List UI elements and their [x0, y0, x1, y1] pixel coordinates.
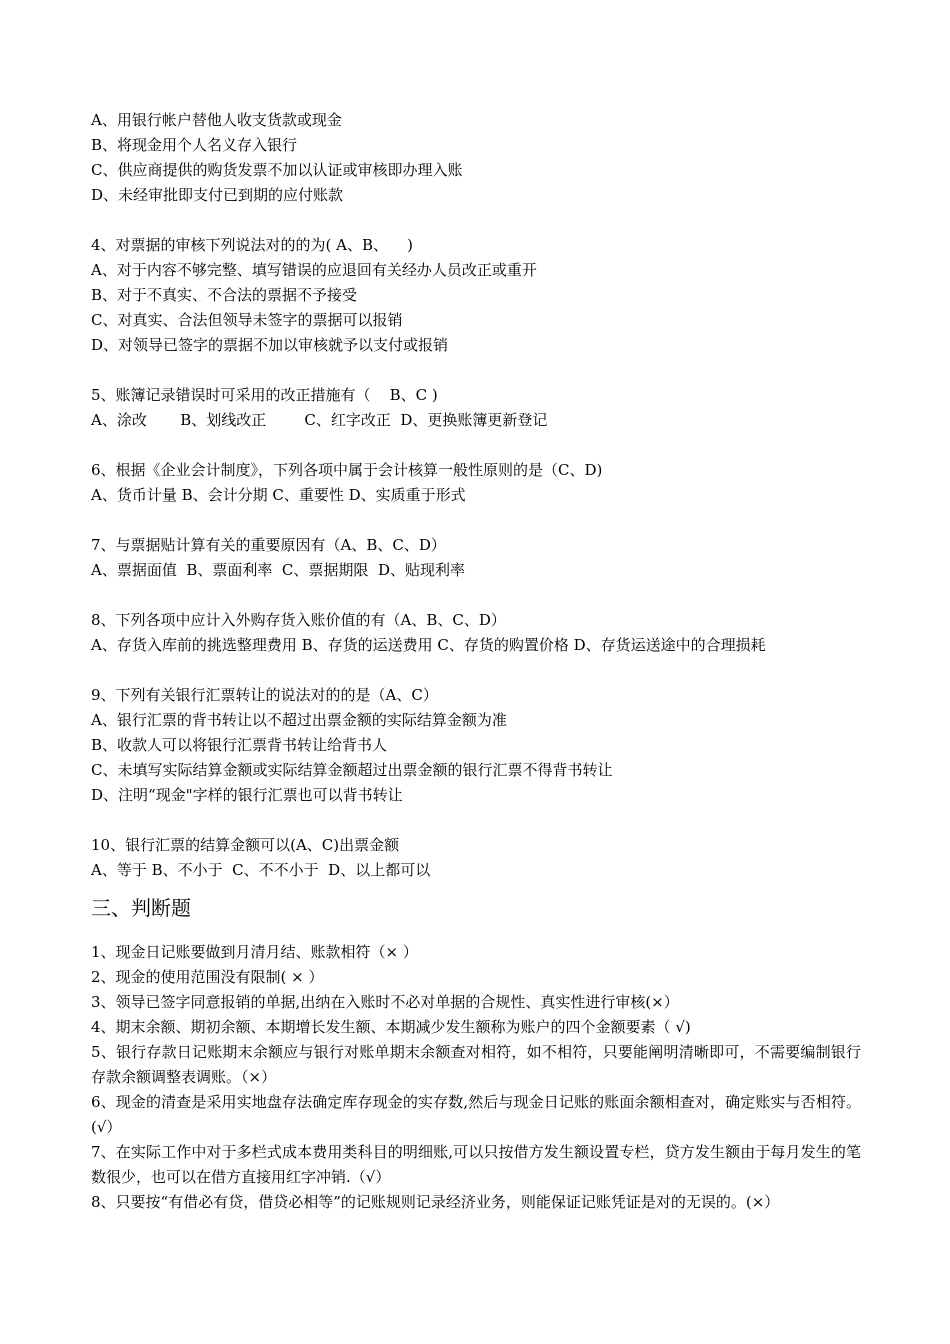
judgment-item: 7、在实际工作中对于多栏式成本费用类科目的明细账,可以只按借方发生额设置专栏，贷方发生额由于每月发生的笔数很少，也可以在借方直接用红字冲销.（√） — [91, 1143, 861, 1186]
option-d: D、注明“现金"字样的银行汇票也可以背书转让 — [91, 786, 403, 804]
judgment-item: 2、现金的使用范围没有限制( × ） — [91, 968, 324, 986]
question-text: 8、下列各项中应计入外购存货入账价值的有（A、B、C、D） — [91, 611, 506, 629]
question-7 — [91, 533, 861, 583]
spacer — [91, 808, 861, 833]
question-4 — [91, 233, 861, 358]
option-a: A、对于内容不够完整、填写错误的应退回有关经办人员改正或重开 — [91, 261, 537, 279]
spacer — [91, 583, 861, 608]
question-9 — [91, 683, 861, 808]
option-c: C、供应商提供的购货发票不加以认证或审核即办理入账 — [91, 161, 463, 179]
options-line: A、涂改 B、划线改正 C、红字改正 D、更换账簿更新登记 — [91, 411, 548, 429]
options-line: A、票据面值 B、票面利率 C、票据期限 D、贴现利率 — [91, 561, 465, 579]
spacer — [91, 508, 861, 533]
judgment-item: 5、银行存款日记账期末余额应与银行对账单期末余额查对相符，如不相符，只要能阐明清晰即可，不需要编制银行存款余额调整表调账。（×） — [91, 1043, 861, 1086]
option-b: B、收款人可以将银行汇票背书转让给背书人 — [91, 736, 388, 754]
option-a: A、用银行帐户替他人收支货款或现金 — [91, 111, 342, 129]
question-3-options — [91, 108, 861, 208]
spacer — [91, 358, 861, 383]
options-line: A、存货入库前的挑选整理费用 B、存货的运送费用 C、存货的购置价格 D、存货运送途中的合理损耗 — [91, 636, 766, 654]
judgment-list — [91, 940, 861, 1215]
spacer — [91, 208, 861, 233]
option-d: D、对领导已签字的票据不加以审核就予以支付或报销 — [91, 336, 449, 354]
option-a: A、银行汇票的背书转让以不超过出票金额的实际结算金额为准 — [91, 711, 507, 729]
judgment-item: 1、现金日记账要做到月清月结、账款相符（× ） — [91, 943, 418, 961]
judgment-item: 3、领导已签字同意报销的单据,出纳在入账时不必对单据的合规性、真实性进行审核(×） — [91, 993, 679, 1011]
question-text: 9、下列有关银行汇票转让的说法对的的是（A、C） — [91, 686, 438, 704]
document-page — [91, 108, 861, 1215]
question-text: 7、与票据贴计算有关的重要原因有（A、B、C、D） — [91, 536, 446, 554]
option-c: C、对真实、合法但领导未签字的票据可以报销 — [91, 311, 403, 329]
option-b: B、将现金用个人名义存入银行 — [91, 136, 298, 154]
judgment-item: 4、期末余额、期初余额、本期增长发生额、本期减少发生额称为账户的四个金额要素（ √) — [91, 1018, 691, 1036]
spacer — [91, 433, 861, 458]
question-text: 6、根据《企业会计制度》，下列各项中属于会计核算一般性原则的是（C、D) — [91, 461, 603, 479]
section-title: 三、判断题 — [91, 896, 191, 920]
question-5 — [91, 383, 861, 433]
option-c: C、未填写实际结算金额或实际结算金额超过出票金额的银行汇票不得背书转让 — [91, 761, 613, 779]
question-text: 5、账簿记录错误时可采用的改正措施有（ B、C ) — [91, 386, 438, 404]
question-8 — [91, 608, 861, 658]
option-b: B、对于不真实、不合法的票据不予接受 — [91, 286, 358, 304]
judgment-item: 8、只要按“有借必有贷，借贷必相等”的记账规则记录经济业务，则能保证记账凭证是对的无误的。(×） — [91, 1193, 780, 1211]
question-6 — [91, 458, 861, 508]
question-text: 10、银行汇票的结算金额可以(A、C)出票金额 — [91, 836, 400, 854]
option-d: D、未经审批即支付已到期的应付账款 — [91, 186, 344, 204]
question-text: 4、对票据的审核下列说法对的的为( A、B、 ) — [91, 236, 413, 254]
question-10 — [91, 833, 861, 883]
options-line: A、等于 B、不小于 C、不不小于 D、以上都可以 — [91, 861, 431, 879]
judgment-item: 6、现金的清查是采用实地盘存法确定库存现金的实存数,然后与现金日记账的账面余额相查对，确定账实与否相符。(√） — [91, 1093, 861, 1136]
options-line: A、货币计量 B、会计分期 C、重要性 D、实质重于形式 — [91, 486, 466, 504]
spacer — [91, 658, 861, 683]
